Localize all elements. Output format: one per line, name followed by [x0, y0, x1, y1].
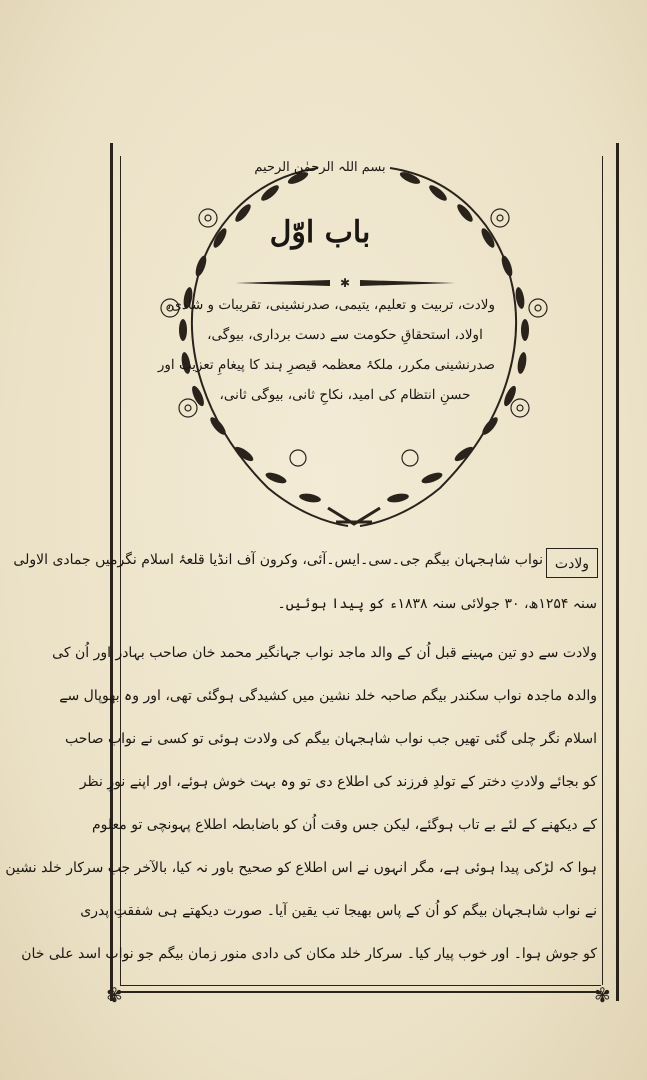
- contents-line: حسنِ انتظام کی امید، نکاحِ ثانی، بیوگی ثانی،: [219, 387, 471, 403]
- text-line: والدہ ماجدہ نواب سکندر بیگم صاحبہ خلد نشین میں کشیدگی ہوگئی تھی، اور وہ بھوپال سے: [59, 688, 597, 704]
- section-label-birth: ولادت: [546, 548, 598, 578]
- contents-line: صدرنشینی مکرر، ملکۂ معظمہ قیصرِ ہند کا پیغامِ تعزیت اور: [157, 357, 495, 373]
- text-line: اسلام نگر چلی گئی تھیں جب نواب شاہجہان بیگم کی ولادت ہوئی تو کسی نے نواب صاحب: [65, 731, 597, 747]
- text-line: نے نواب شاہجہان بیگم کو اُن کے پاس بھیجا تب یقین آیا۔ صورت دیکھتے ہی شفقتِ پدری: [80, 903, 597, 919]
- ornamental-divider-icon: [225, 275, 465, 291]
- contents-line: ولادت، تربیت و تعلیم، یتیمی، صدرنشینی، تقریبات و شادی،: [166, 297, 495, 313]
- bismillah: بسم اللہ الرحمٰن الرحیم: [254, 160, 386, 175]
- corner-flourish-icon: ✾: [106, 983, 123, 1007]
- chapter-contents: [157, 290, 495, 410]
- chapter-title: باب اوّل: [269, 215, 371, 250]
- text-line: ولادت سے دو تین مہینے قبل اُن کے والد ماجد نواب جہانگیر محمد خان صاحب بہادر اور اُن کی: [52, 645, 597, 661]
- text-line: کو بجائے ولادتِ دختر کے تولدِ فرزند کی اطلاع دی تو وہ بہت خوش ہوئے، اور اپنے نورِ نظر: [79, 774, 597, 790]
- svg-text:✱: ✱: [339, 276, 351, 290]
- text-line: سنہ ۱۲۵۴ھ، ۳۰ جولائی سنہ ۱۸۳۸ء کو پیدا ہوئیں۔: [277, 596, 597, 612]
- text-line: کو جوش ہوا۔ اور خوب پیار کیا۔ سرکار خلد مکان کی دادی منور زمان بیگم جو نواب اسد علی خان: [21, 946, 597, 962]
- text-line: کے دیکھنے کے لئے بے تاب ہوگئے، لیکن جس وقت اُن کو باضابطہ اطلاع پہونچی تو معلوم: [91, 817, 597, 833]
- text-line: نواب شاہجہان بیگم جی۔سی۔ایس۔آئی، وکرون آف انڈیا قلعۂ اسلام نگرمیں جمادی الاولی: [13, 552, 543, 568]
- contents-line: اولاد، استحقاقِ حکومت سے دست برداری، بیوگی،: [207, 327, 483, 343]
- corner-flourish-icon: ✾: [594, 983, 611, 1007]
- page-border-bottom: [120, 985, 601, 993]
- text-line: ہوا کہ لڑکی پیدا ہوئی ہے، مگر انہوں نے اس اطلاع کو صحیح باور نہ کیا، بالآخر جب سرکار خلد نشین: [5, 860, 597, 876]
